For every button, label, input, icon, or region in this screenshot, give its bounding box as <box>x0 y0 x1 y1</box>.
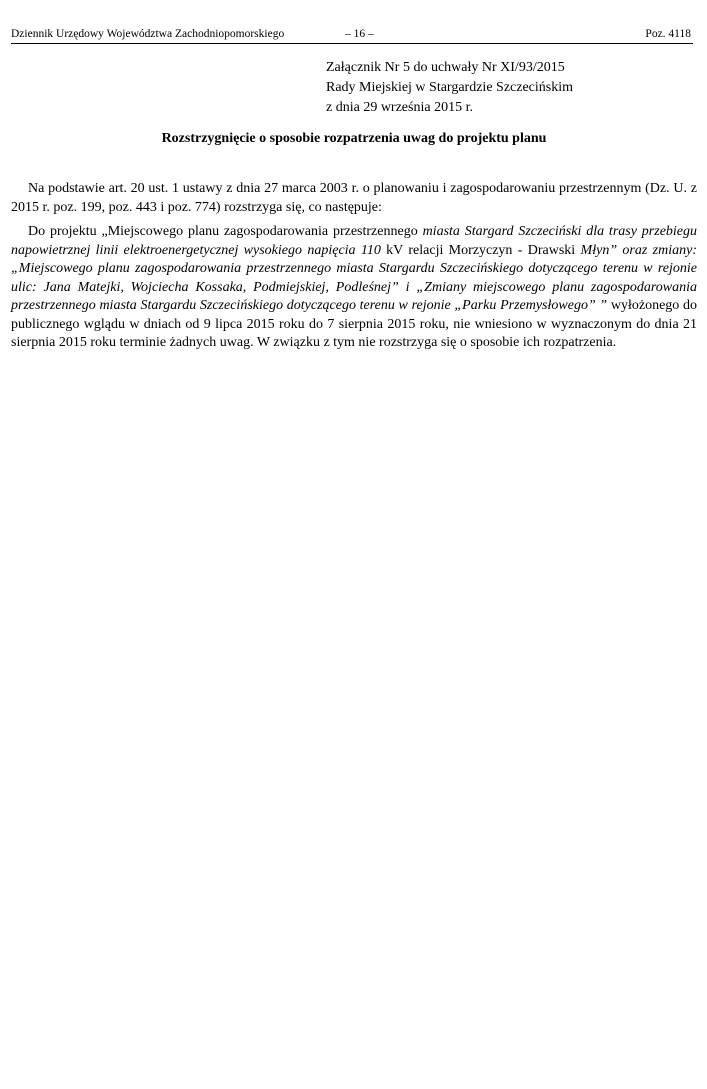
paragraph-decision-part-2: miasta Stargard Szczeciński dla trasy przebiegu napowietrznej linii elektroenergetycznej wysokiego napięcia 110 <box>11 224 698 258</box>
paragraph-decision-part-5: wyłożonego do publicznego wglądu w dniach od 9 lipca 2015 roku do 7 sierpnia 2015 roku, nie wniesiono w wyznaczonym do dnia 21 sierpnia 2015 roku terminie żadnych uwag. W związku z tym nie rozstrzyga się o sposobie ich rozpatrzenia. <box>11 298 697 350</box>
paragraph-legal-basis: Na podstawie art. 20 ust. 1 ustawy z dnia 27 marca 2003 r. o planowaniu i zagospodarowaniu przestrzennym (Dz. U. z 2015 r. poz. 199, poz. 443 i poz. 774) rozstrzyga się, co następuje: <box>11 181 697 215</box>
page-number: – 16 – <box>345 28 374 40</box>
position-number: Poz. 4118 <box>645 28 691 40</box>
paragraph-decision-part-4: Młyn” oraz zmiany: „Miejscowego planu zagospodarowania przestrzennego miasta Stargardu Szczecińskiego dotyczącego terenu w rejonie ulic: Jana Matejki, Wojciecha Kossaka, Podmiejskiej, Podleśnej” i „Zmiany miejscowego planu zagospodarowania przestrzennego miasta Stargardu Szczecińskiego dotyczącego terenu w rejonie „Parku Przemysłowego” ” <box>11 242 697 313</box>
page-header <box>11 27 693 44</box>
attachment-line-1: Załącznik Nr 5 do uchwały Nr XI/93/2015 <box>326 60 565 75</box>
attachment-block <box>326 58 686 118</box>
attachment-line-2: Rady Miejskiej w Stargardzie Szczecińskim <box>326 80 574 95</box>
paragraph-decision <box>11 223 697 353</box>
document-title: Rozstrzygnięcie o sposobie rozpatrzenia uwag do projektu planu <box>161 131 547 146</box>
document-body <box>11 180 697 359</box>
journal-title: Dziennik Urzędowy Województwa Zachodniopomorskiego <box>11 28 285 40</box>
paragraph-decision-part-1: Do projektu „Miejscowego planu zagospodarowania przestrzennego <box>28 224 423 239</box>
attachment-line-3: z dnia 29 września 2015 r. <box>326 100 473 115</box>
paragraph-decision-part-3: kV relacji Morzyczyn - Drawski <box>380 242 581 258</box>
